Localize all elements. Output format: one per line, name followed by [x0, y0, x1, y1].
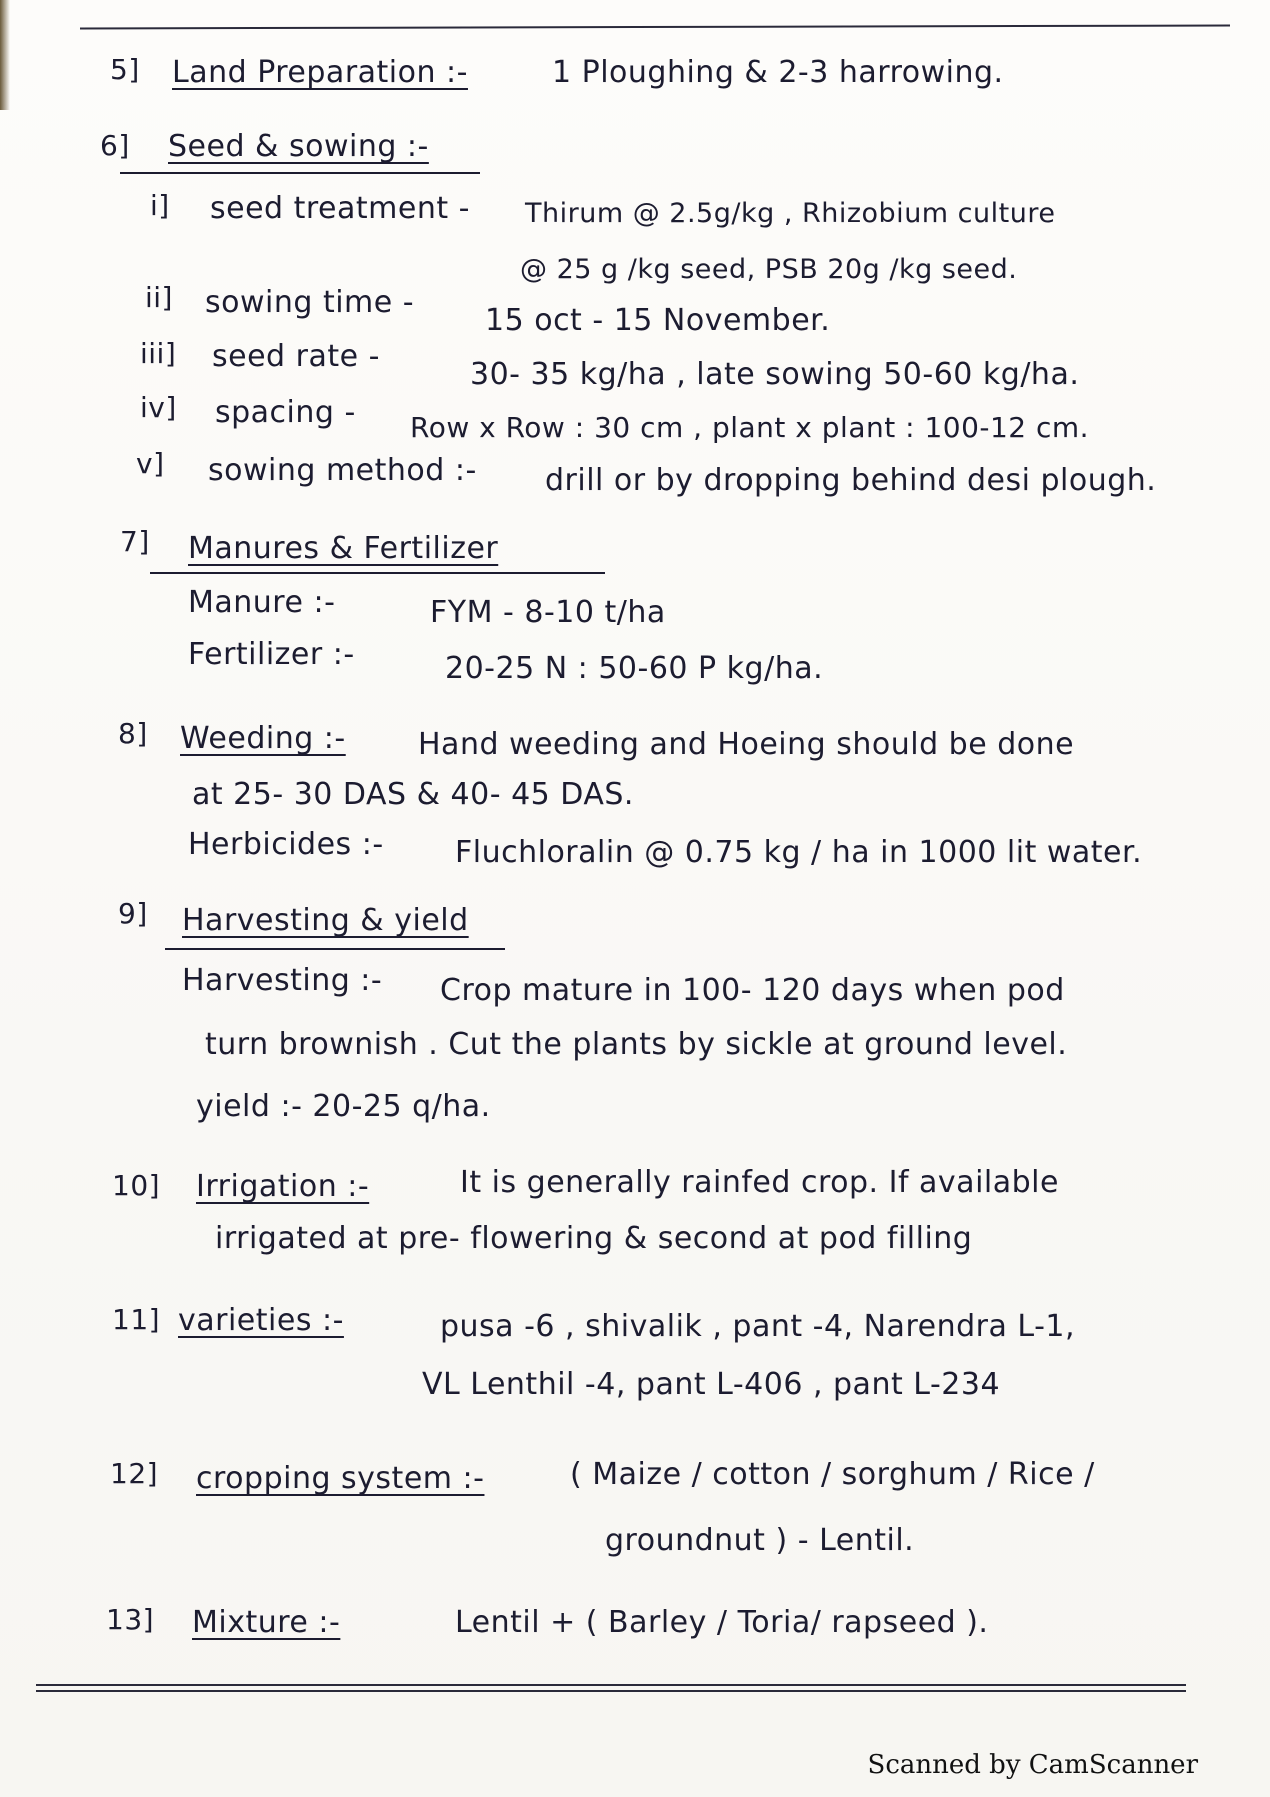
section-9-underline [165, 948, 505, 950]
item-iii-text: 30- 35 kg/ha , late sowing 50-60 kg/ha. [470, 357, 1080, 392]
herbicides-label: Herbicides :- [188, 827, 384, 862]
yield-text: yield :- 20-25 q/ha. [196, 1089, 491, 1124]
scan-edge-shadow [0, 0, 10, 110]
top-rule [80, 24, 1230, 29]
item-v-number: v] [136, 447, 165, 480]
section-13-number: 13] [106, 1603, 155, 1636]
fertilizer-text: 20-25 N : 50-60 P kg/ha. [445, 651, 824, 686]
section-11-text: pusa -6 , shivalik , pant -4, Narendra L-1, [440, 1309, 1076, 1344]
section-12-heading: cropping system :- [196, 1461, 485, 1496]
section-12-text: ( Maize / cotton / sorghum / Rice / [570, 1457, 1095, 1492]
item-iv-text: Row x Row : 30 cm , plant x plant : 100-12 cm. [410, 411, 1090, 444]
section-12-number: 12] [110, 1457, 159, 1490]
manure-text: FYM - 8-10 t/ha [430, 595, 666, 630]
section-13-text: Lentil + ( Barley / Toria/ rapseed ). [455, 1605, 989, 1640]
section-8-heading: Weeding :- [180, 721, 346, 756]
section-6-heading: Seed & sowing :- [168, 129, 429, 164]
section-7-heading: Manures & Fertilizer [188, 531, 499, 566]
scanner-watermark: Scanned by CamScanner [867, 1750, 1198, 1780]
item-i-label: seed treatment - [210, 191, 470, 226]
section-12-text-cont: groundnut ) - Lentil. [605, 1523, 915, 1558]
bottom-rule-1 [36, 1684, 1186, 1686]
section-11-heading: varieties :- [178, 1303, 344, 1338]
section-8-text-cont: at 25- 30 DAS & 40- 45 DAS. [192, 777, 634, 812]
item-iv-label: spacing - [215, 395, 356, 430]
herbicides-text: Fluchloralin @ 0.75 kg / ha in 1000 lit water. [455, 835, 1143, 870]
item-v-text: drill or by dropping behind desi plough. [545, 463, 1157, 498]
item-i-text: Thirum @ 2.5g/kg , Rhizobium culture [525, 198, 1056, 229]
section-7-underline [150, 572, 605, 574]
harvesting-label: Harvesting :- [182, 963, 383, 998]
section-11-number: 11] [112, 1303, 161, 1336]
section-6-number: 6] [100, 129, 130, 162]
item-ii-number: ii] [145, 281, 173, 314]
bottom-rule-2 [36, 1690, 1186, 1692]
item-i-number: i] [150, 189, 170, 222]
harvesting-text-cont: turn brownish . Cut the plants by sickle at ground level. [205, 1027, 1068, 1062]
item-ii-text: 15 oct - 15 November. [485, 303, 831, 338]
item-iii-label: seed rate - [212, 339, 380, 374]
section-10-text-cont: irrigated at pre- flowering & second at pod filling [215, 1221, 973, 1256]
section-10-heading: Irrigation :- [196, 1169, 370, 1204]
section-5-heading: Land Preparation :- [172, 55, 468, 90]
section-8-text: Hand weeding and Hoeing should be done [418, 727, 1075, 762]
item-iii-number: iii] [140, 337, 177, 370]
section-5-number: 5] [110, 53, 140, 86]
section-8-number: 8] [118, 717, 148, 750]
fertilizer-label: Fertilizer :- [188, 637, 355, 672]
section-10-number: 10] [112, 1169, 161, 1202]
section-9-heading: Harvesting & yield [182, 903, 469, 938]
item-v-label: sowing method :- [208, 453, 477, 488]
item-iv-number: iv] [140, 391, 177, 424]
section-9-number: 9] [118, 897, 148, 930]
section-11-text-cont: VL Lenthil -4, pant L-406 , pant L-234 [422, 1367, 1001, 1402]
harvesting-text: Crop mature in 100- 120 days when pod [440, 973, 1065, 1008]
item-i-text-cont: @ 25 g /kg seed, PSB 20g /kg seed. [520, 254, 1018, 285]
manure-label: Manure :- [188, 585, 336, 620]
item-ii-label: sowing time - [205, 285, 415, 320]
section-5-text: 1 Ploughing & 2-3 harrowing. [552, 55, 1004, 90]
section-10-text: It is generally rainfed crop. If available [460, 1165, 1059, 1200]
section-7-number: 7] [120, 525, 150, 558]
section-6-underline [120, 172, 480, 174]
section-13-heading: Mixture :- [192, 1605, 341, 1640]
